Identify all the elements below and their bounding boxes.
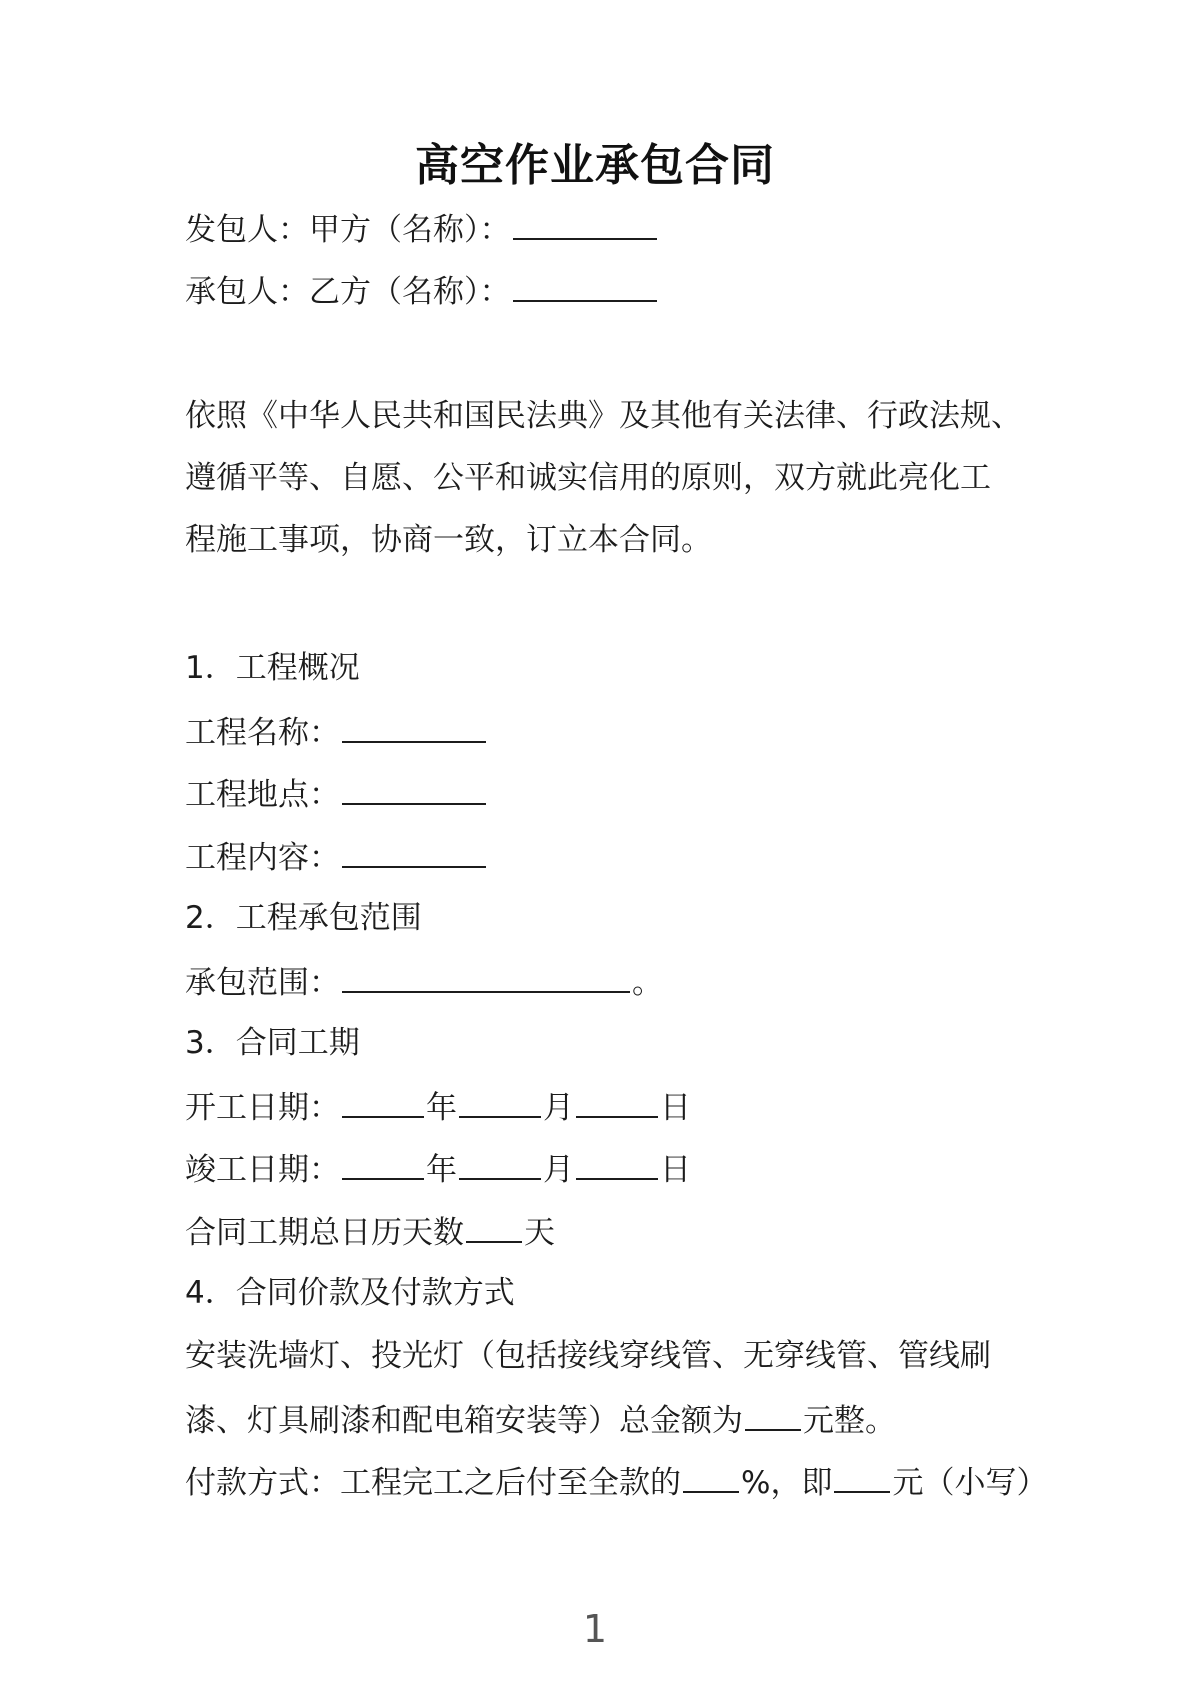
payment-amount-blank[interactable] [834,1461,890,1493]
section-1-heading: 1．工程概况 [185,650,360,686]
scope-blank[interactable] [342,961,630,993]
preamble-line-2: 遵循平等、自愿、公平和诚实信用的原则，双方就此亮化工 [185,460,991,496]
total-amount-blank[interactable] [745,1399,801,1431]
total-days-suffix: 天 [524,1215,555,1251]
price-prefix: 漆、灯具刷漆和配电箱安装等）总金额为 [185,1403,743,1439]
month-label: 月 [543,1090,574,1126]
price-suffix: 元整。 [803,1403,896,1439]
scope-suffix: 。 [632,965,663,1001]
section-3-heading: 3．合同工期 [185,1025,360,1061]
payment-prefix: 付款方式：工程完工之后付至全款的 [185,1465,681,1501]
total-days-prefix: 合同工期总日历天数 [185,1215,464,1251]
contract-title: 高空作业承包合同 [415,140,775,191]
contractor-name-blank[interactable] [513,270,657,302]
employer-label: 发包人：甲方（名称）： [185,212,511,248]
payment-percent: %，即 [741,1465,833,1501]
section-4-heading: 4．合同价款及付款方式 [185,1275,515,1311]
project-content-line [185,836,488,878]
start-day-blank[interactable] [576,1086,658,1118]
project-content-blank[interactable] [342,836,486,868]
start-date-label: 开工日期： [185,1090,340,1126]
project-location-label: 工程地点： [185,777,340,813]
year-label: 年 [426,1152,457,1188]
project-content-label: 工程内容： [185,840,340,876]
payment-line [185,1461,1047,1503]
end-date-label: 竣工日期： [185,1152,340,1188]
month-label: 月 [543,1152,574,1188]
page-number: 1 [582,1607,608,1651]
project-location-line [185,773,488,815]
total-days-blank[interactable] [466,1211,522,1243]
employer-line [185,208,659,250]
project-name-blank[interactable] [342,711,486,743]
payment-percent-blank[interactable] [683,1461,739,1493]
start-date-line [185,1086,691,1128]
scope-label: 承包范围： [185,965,340,1001]
preamble-line-1: 依照《中华人民共和国民法典》及其他有关法律、行政法规、 [185,398,1022,434]
payment-suffix: 元（小写） [892,1465,1048,1501]
total-days-line [185,1211,555,1253]
employer-name-blank[interactable] [513,208,657,240]
year-label: 年 [426,1090,457,1126]
project-location-blank[interactable] [342,773,486,805]
price-line-2 [185,1399,896,1441]
project-name-label: 工程名称： [185,715,340,751]
preamble-line-3: 程施工事项，协商一致，订立本合同。 [185,522,712,558]
start-month-blank[interactable] [459,1086,541,1118]
scope-line [185,961,663,1003]
price-line-1: 安装洗墙灯、投光灯（包括接线穿线管、无穿线管、管线刷 [185,1338,991,1374]
start-year-blank[interactable] [342,1086,424,1118]
end-day-blank[interactable] [576,1148,658,1180]
contractor-line [185,270,659,312]
end-month-blank[interactable] [459,1148,541,1180]
end-date-line [185,1148,691,1190]
section-2-heading: 2．工程承包范围 [185,900,422,936]
contractor-label: 承包人：乙方（名称）： [185,274,511,310]
project-name-line [185,711,488,753]
end-year-blank[interactable] [342,1148,424,1180]
day-label: 日 [660,1090,691,1126]
day-label: 日 [660,1152,691,1188]
